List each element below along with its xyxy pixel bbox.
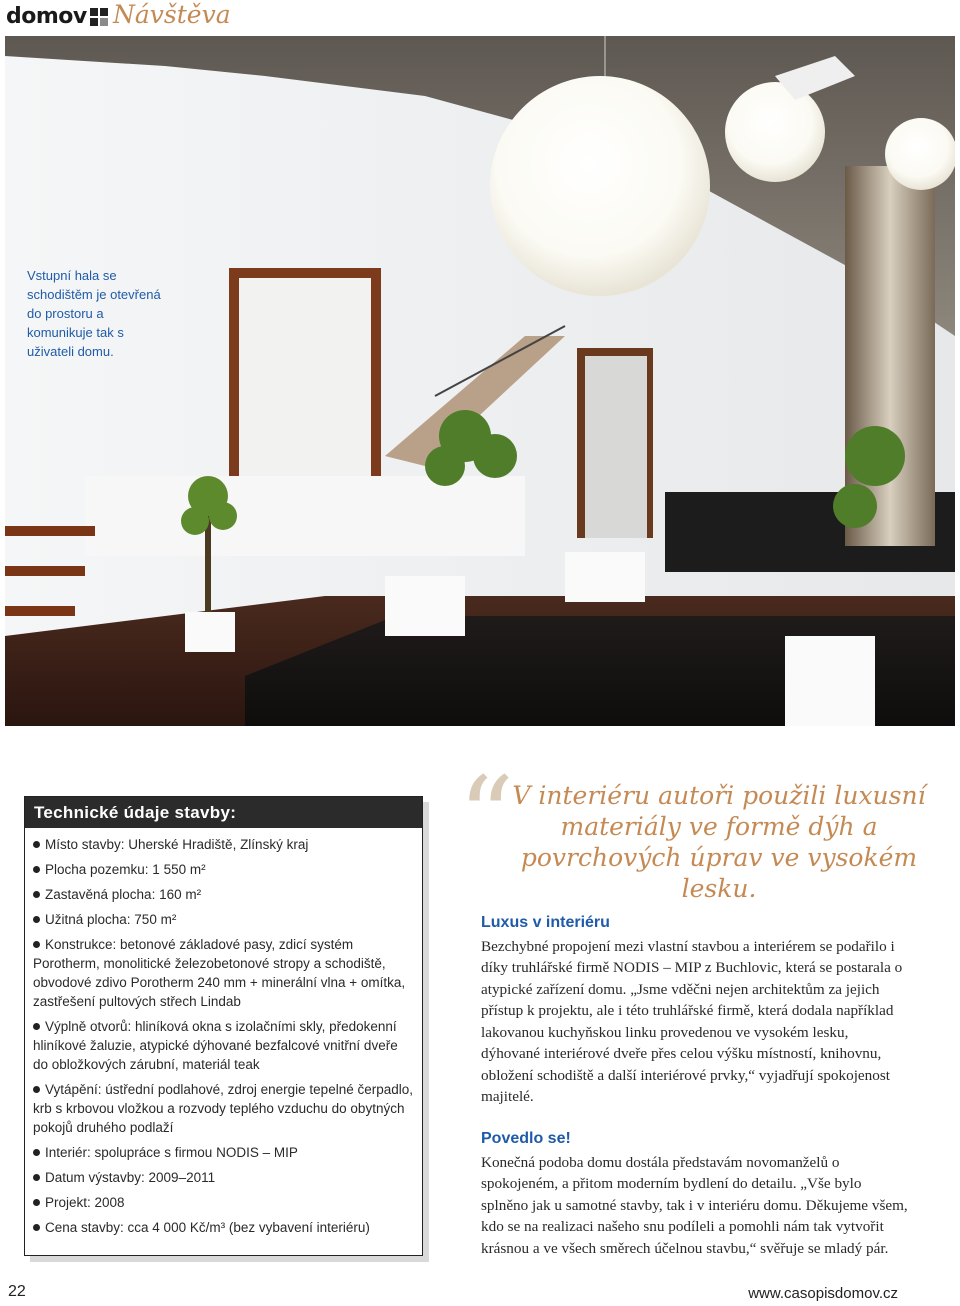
technical-data-item: Projekt: 2008	[33, 1193, 413, 1212]
technical-data-item: Užitná plocha: 750 m²	[33, 910, 413, 929]
article-paragraph: Bezchybné propojení mezi vlastní stavbou a interiérem se podařilo i díky truhlářské firmě NODIS – MIP z Buchlovic, která se postarala o atypické zařízení domu. „Jsme vděčni nejen architektům za jejich přístup k projektu, ale i této truhlářské firmě, která dodala například lakovanou kuchyňskou linku provedenou ve vysokém lesku, dýhované interiérové dveře přes celou výšku místností, knihovnu, obložení schodiště a další interiérové prvky,“ vyjadřují spokojenost majitelé.	[481, 937, 903, 1105]
article-section-success	[481, 1128, 911, 1259]
section-name: Návštěva	[113, 0, 231, 29]
bullet-icon	[33, 1023, 40, 1030]
article-paragraph: Konečná podoba domu dostála představám novomanželů o spokojeném, a přitom moderním bydlení do detailu. „Vše bylo splněno jak u samotné stavby, tak i v interiéru domu. Děkujeme všem, kdo se na realizaci našeho snu podíleli a pomohli nám tak vytvořit krásnou a ve všech směrech účelnou stavbu,“ svěřuje se mladý pár.	[481, 1153, 908, 1257]
bullet-icon	[33, 841, 40, 848]
technical-data-item: Interiér: spolupráce s firmou NODIS – MIP	[33, 1143, 413, 1162]
article-section-luxury	[481, 912, 911, 1108]
website-link[interactable]: www.casopisdomov.cz	[748, 1285, 898, 1302]
technical-data-title: Technické údaje stavby:	[25, 797, 422, 828]
technical-data-item: Místo stavby: Uherské Hradiště, Zlínský kraj	[33, 835, 413, 854]
bullet-icon	[33, 1149, 40, 1156]
article-heading: Povedlo se!	[481, 1130, 571, 1147]
technical-data-item: Cena stavby: cca 4 000 Kč/m³ (bez vybavení interiéru)	[33, 1218, 413, 1237]
interior-photo-illustration	[5, 36, 955, 726]
article-heading: Luxus v interiéru	[481, 914, 610, 931]
technical-data-box	[24, 796, 423, 1256]
bullet-icon	[33, 1224, 40, 1231]
technical-data-list	[33, 835, 413, 1243]
bullet-icon	[33, 891, 40, 898]
page-number: 22	[8, 1283, 26, 1300]
photo-caption: Vstupní hala se schodištěm je otevřená do prostoru a komunikuje tak s uživateli domu.	[27, 268, 161, 359]
technical-data-item: Datum výstavby: 2009–2011	[33, 1168, 413, 1187]
interior-photo	[5, 36, 955, 726]
technical-data-item: Vytápění: ústřední podlahové, zdroj energie tepelné čerpadlo, krb s krbovou vložkou a rozvody teplého vzduchu do obytných pokojů druhého podlaží	[33, 1082, 414, 1135]
magazine-logo: domov	[6, 4, 87, 29]
technical-data-item: Konstrukce: betonové základové pasy, zdicí systém Porotherm, monolitické železobetonové stropy a schodiště, obvodové zdivo Porotherm 240 mm + minerální vlna + omítka, zastřešení pultových střech Lindab	[33, 937, 406, 1009]
technical-data-item: Zastavěná plocha: 160 m²	[33, 885, 413, 904]
quote-mark-icon: “	[458, 753, 515, 881]
pull-quote: V interiéru autoři použili luxusní materiály ve formě dýh a povrchových úprav ve vysokém lesku.	[512, 781, 926, 903]
bullet-icon	[33, 941, 40, 948]
technical-data-item: Plocha pozemku: 1 550 m²	[33, 860, 413, 879]
bullet-icon	[33, 1174, 40, 1181]
technical-data-item: Výplně otvorů: hliníková okna s izolačními skly, předokenní hliníkové žaluzie, atypické dýhované bezfalcové vnitřní dveře do obložkových zárubní, materiál teak	[33, 1019, 398, 1072]
bullet-icon	[33, 866, 40, 873]
bullet-icon	[33, 1086, 40, 1093]
bullet-icon	[33, 1199, 40, 1206]
logo-squares-icon	[90, 8, 108, 26]
bullet-icon	[33, 916, 40, 923]
page-header	[0, 0, 960, 34]
